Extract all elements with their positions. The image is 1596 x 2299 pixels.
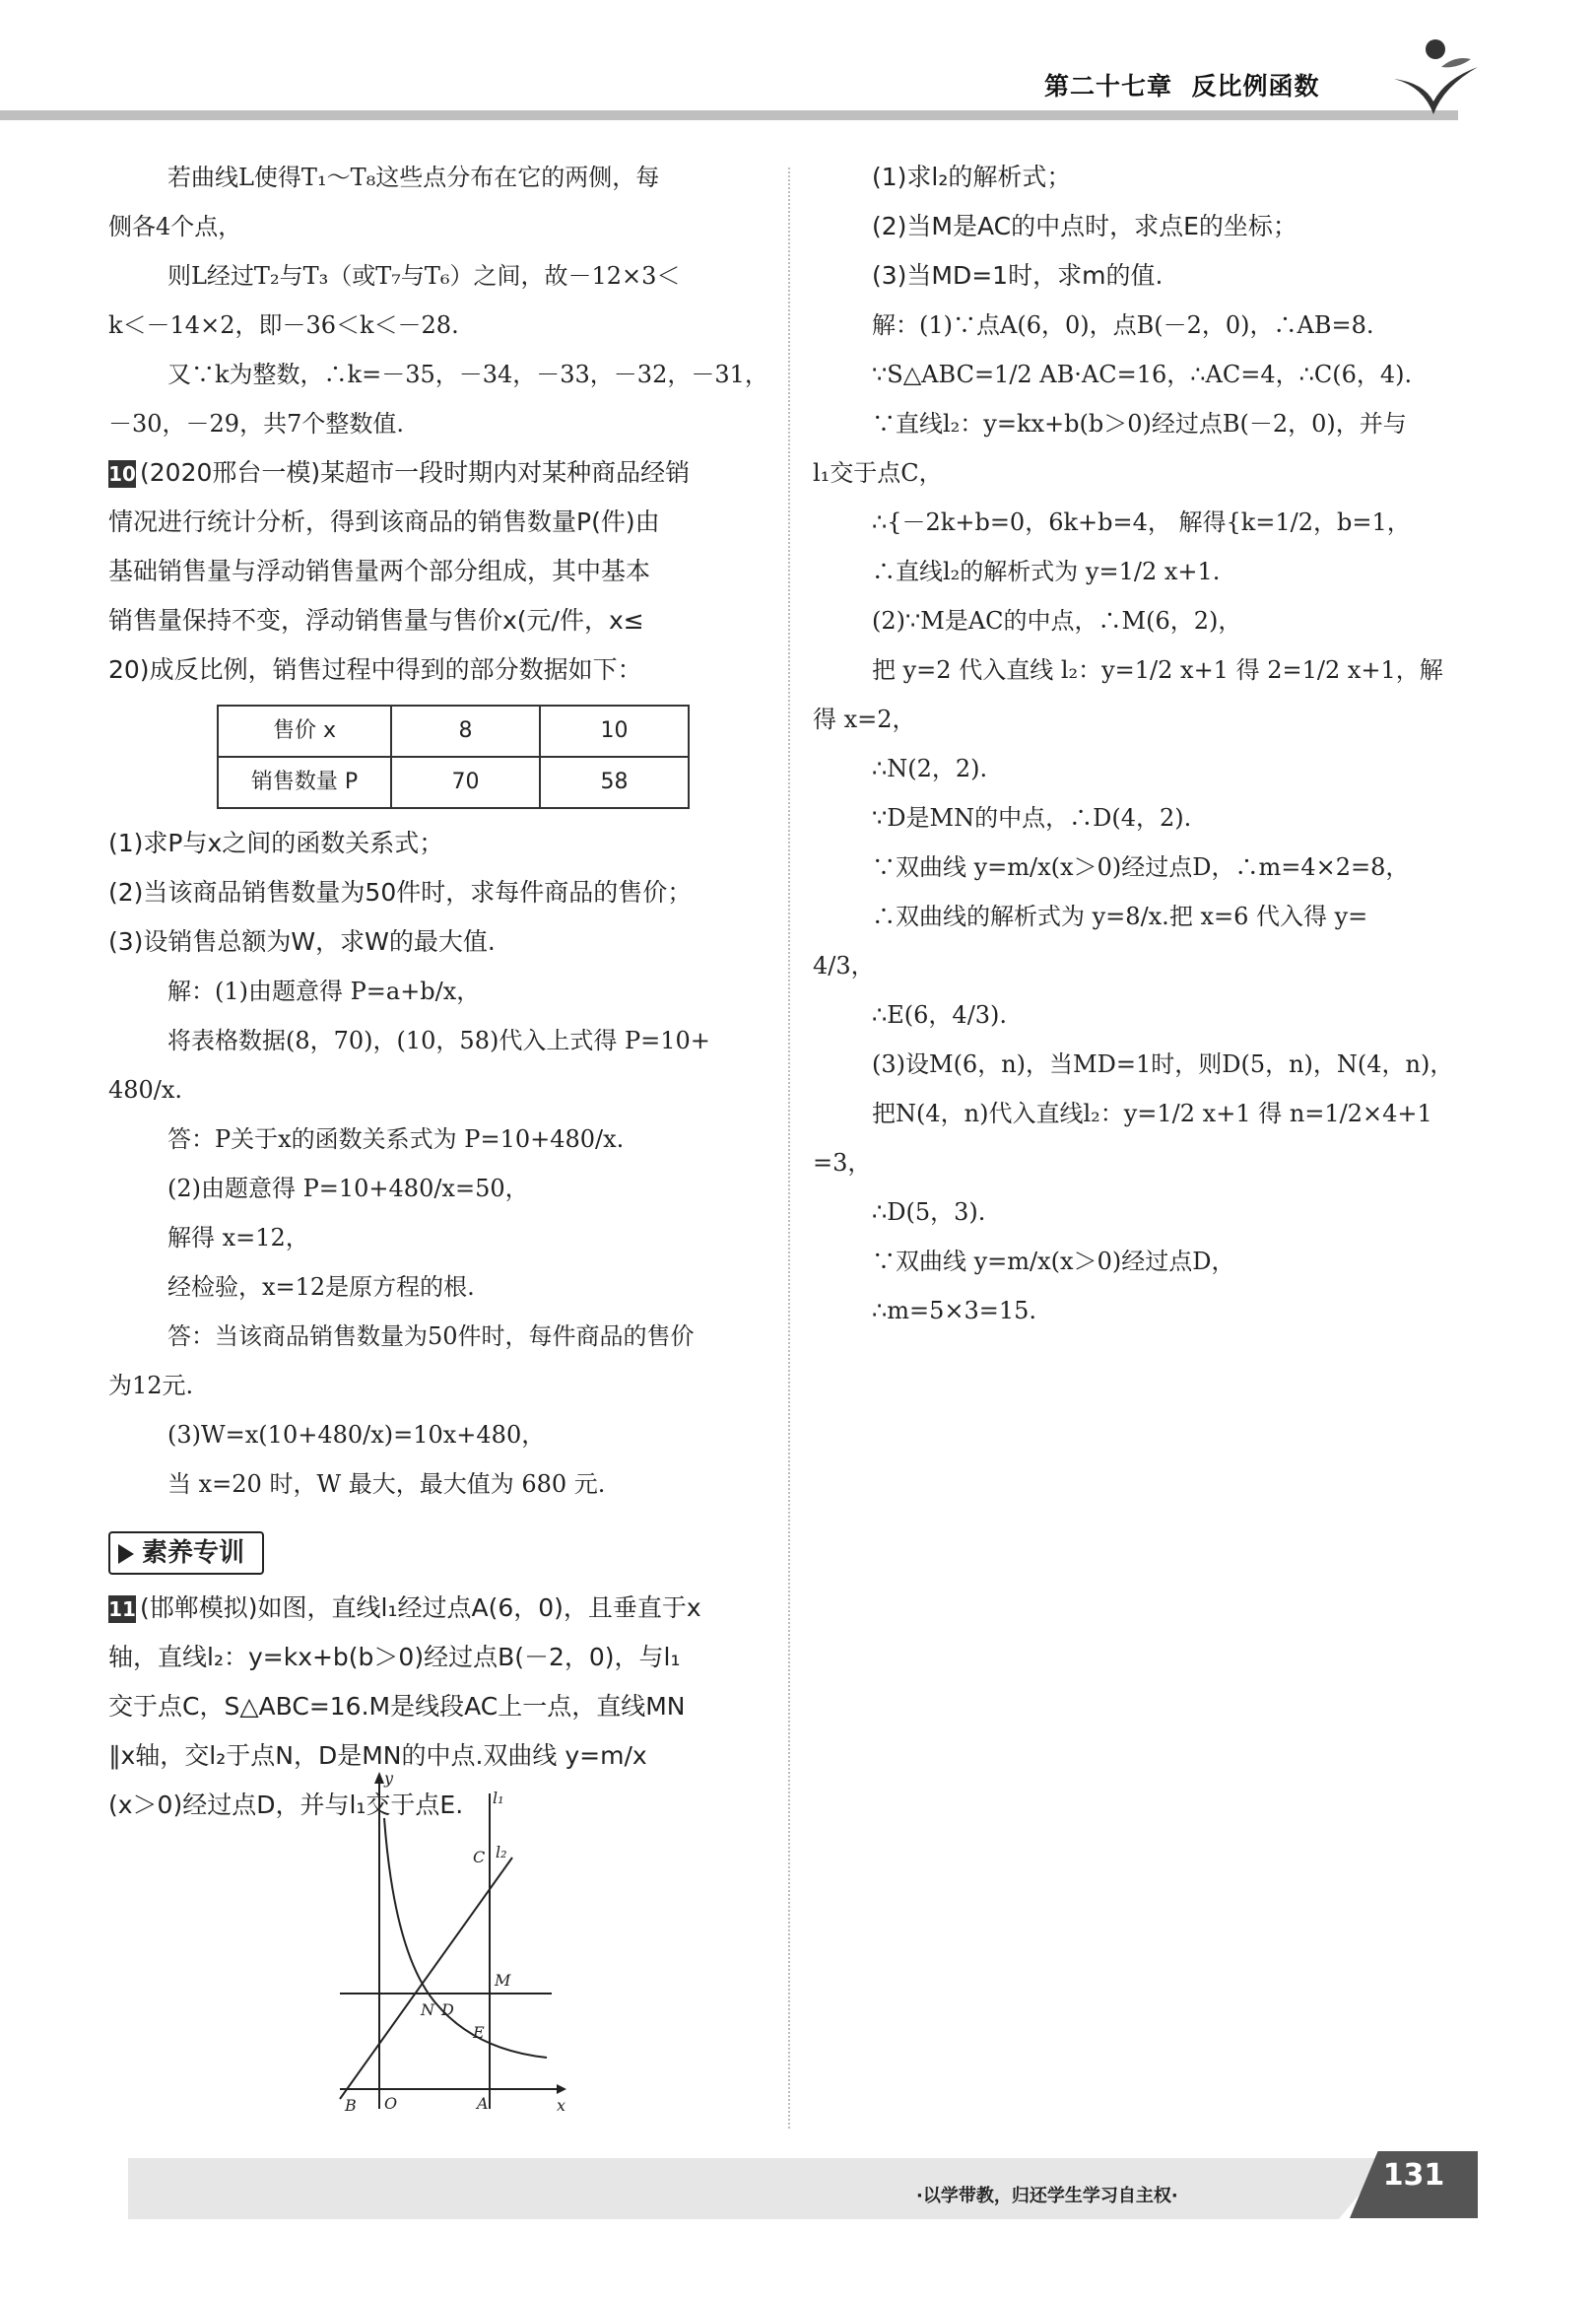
question-10-line: 基础销售量与浮动销售量两个部分组成，其中基本 — [108, 557, 651, 585]
solution-line: ∵S△ABC=1/2 AB·AC=16，∴AC=4，∴C(6，4). — [872, 361, 1413, 388]
l2-label: l₂ — [496, 1843, 507, 1861]
solution-line: ∴m=5×3=15. — [872, 1297, 1037, 1324]
table-cell: 70 — [391, 757, 540, 808]
question-10-line: 20)成反比例，销售过程中得到的部分数据如下： — [108, 655, 642, 684]
solution-line: 解：(1)由题意得 P=a+b/x， — [167, 978, 481, 1005]
point-m-label: M — [495, 1971, 511, 1990]
table-row — [218, 706, 689, 757]
section-title: 素养专训 — [142, 1538, 245, 1568]
solution-line: 答：当该商品销售数量为50件时，每件商品的售价 — [167, 1322, 695, 1350]
x-axis-label: x — [557, 2096, 566, 2114]
solution-line: 480/x. — [108, 1076, 183, 1104]
question-10-line: 情况进行统计分析，得到该商品的销售数量P(件)由 — [108, 507, 660, 536]
intro-line: 侧各4个点， — [108, 213, 242, 240]
section-label-box — [108, 1531, 264, 1575]
y-axis-label: y — [384, 1769, 394, 1788]
question-part: (3)当MD=1时，求m的值. — [872, 261, 1164, 290]
question-11-line: ∥x轴，交l₂于点N，D是MN的中点.双曲线 y=m/x — [108, 1741, 647, 1770]
column-divider — [788, 168, 790, 2129]
solution-line: ∴{－2k+b=0，6k+b=4， 解得{k=1/2，b=1， — [872, 508, 1411, 536]
price-quantity-table — [217, 705, 690, 809]
question-11-line: 轴，直线l₂：y=kx+b(b＞0)经过点B(－2，0)，与l₁ — [108, 1643, 681, 1671]
solution-line: 为12元. — [108, 1372, 194, 1399]
solution-line: 得 x=2， — [813, 706, 916, 733]
solution-line: ∴双曲线的解析式为 y=8/x.把 x=6 代入得 y= — [872, 903, 1368, 930]
solution-line: ∴E(6，4/3). — [872, 1001, 1008, 1029]
question-number: 10 — [108, 462, 136, 486]
point-n-label: N — [421, 2000, 434, 2019]
solution-line: ∵直线l₂：y=kx+b(b＞0)经过点B(－2，0)，并与 — [872, 410, 1407, 438]
question-11-line: 11 (邯郸模拟)如图，直线l₁经过点A(6，0)，且垂直于x — [108, 1593, 701, 1622]
solution-line: ∴N(2，2). — [872, 755, 988, 782]
origin-label: O — [384, 2094, 398, 2113]
intro-line: －30，－29，共7个整数值. — [108, 410, 404, 438]
left-column — [108, 153, 768, 1830]
intro-line: 又∵k为整数，∴k=－35，－34，－33，－32，－31， — [167, 361, 768, 388]
solution-line: l₁交于点C， — [813, 459, 943, 487]
solution-line: =3， — [813, 1149, 872, 1177]
table-cell: 售价 x — [218, 706, 391, 757]
question-part: (3)设销售总额为W，求W的最大值. — [108, 927, 496, 956]
question-11-line: 交于点C，S△ABC=16.M是线段AC上一点，直线MN — [108, 1692, 686, 1721]
question-10-line: 10 (2020邢台一模)某超市一段时期内对某种商品经销 — [108, 458, 691, 487]
solution-line: 答：P关于x的函数关系式为 P=10+480/x. — [167, 1125, 625, 1153]
right-column — [813, 153, 1463, 1335]
table-cell: 销售数量 P — [218, 757, 391, 808]
solution-line: ∵双曲线 y=m/x(x＞0)经过点D， — [872, 1248, 1235, 1275]
solution-line: 解：(1)∵点A(6，0)，点B(－2，0)，∴AB=8. — [872, 311, 1374, 339]
solution-line: 经检验，x=12是原方程的根. — [167, 1273, 475, 1301]
table-row — [218, 757, 689, 808]
question-11-line: (x＞0)经过点D，并与l₁交于点E. — [108, 1791, 464, 1819]
question-part: (2)当该商品销售数量为50件时，求每件商品的售价； — [108, 878, 693, 907]
intro-line: 若曲线L使得T₁～T₈这些点分布在它的两侧，每 — [167, 164, 660, 191]
footer-motto: ·以学带教，归还学生学习自主权· — [916, 2186, 1178, 2206]
question-10-line: 销售量保持不变，浮动销售量与售价x(元/件，x≤ — [108, 606, 644, 635]
solution-line: (2)∵M是AC的中点，∴M(6，2)， — [872, 607, 1242, 635]
page-number: 131 — [1382, 2158, 1445, 2193]
chapter-header — [1044, 67, 1319, 102]
solution-line: ∴直线l₂的解析式为 y=1/2 x+1. — [872, 558, 1221, 585]
solution-line: ∵双曲线 y=m/x(x＞0)经过点D，∴m=4×2=8， — [872, 853, 1410, 881]
solution-line: (3)W=x(10+480/x)=10x+480， — [167, 1421, 546, 1449]
question-number: 11 — [108, 1597, 136, 1621]
header-bar — [0, 110, 1458, 120]
l1-label: l₁ — [493, 1789, 504, 1807]
question-part: (2)当M是AC的中点时，求点E的坐标； — [872, 212, 1297, 240]
solution-line: 解得 x=12， — [167, 1224, 309, 1251]
intro-line: 则L经过T₂与T₃（或T₇与T₆）之间，故－12×3＜ — [167, 262, 681, 290]
table-cell: 58 — [540, 757, 689, 808]
solution-line: 将表格数据(8，70)，(10，58)代入上式得 P=10+ — [167, 1027, 710, 1054]
table-cell: 10 — [540, 706, 689, 757]
reader-logo-icon — [1384, 28, 1483, 126]
solution-line: 把N(4，n)代入直线l₂：y=1/2 x+1 得 n=1/2×4+1 — [872, 1100, 1432, 1127]
solution-line: ∵D是MN的中点，∴D(4，2). — [872, 804, 1192, 832]
footer-bar — [128, 2158, 1389, 2219]
coordinate-figure — [335, 1764, 571, 2114]
table-cell: 8 — [391, 706, 540, 757]
solution-line: 把 y=2 代入直线 l₂：y=1/2 x+1 得 2=1/2 x+1，解 — [872, 656, 1443, 684]
solution-line: (2)由题意得 P=10+480/x=50， — [167, 1175, 529, 1202]
point-b-label: B — [345, 2096, 357, 2114]
section-heading — [108, 1528, 764, 1574]
point-c-label: C — [473, 1848, 486, 1866]
point-d-label: D — [441, 2000, 454, 2019]
chapter-number: 第二十七章 — [1044, 72, 1173, 101]
chapter-title: 反比例函数 — [1191, 72, 1320, 101]
question-part: (1)求P与x之间的函数关系式； — [108, 829, 444, 857]
solution-line: 当 x=20 时，W 最大，最大值为 680 元. — [167, 1470, 606, 1498]
arrow-icon — [118, 1544, 134, 1564]
solution-line: 4/3， — [813, 952, 875, 980]
question-part: (1)求l₂的解析式； — [872, 163, 1072, 191]
point-a-label: A — [477, 2094, 489, 2113]
point-e-label: E — [473, 2023, 485, 2042]
solution-line: (3)设M(6，n)，当MD=1时，则D(5，n)，N(4，n)， — [872, 1050, 1454, 1078]
intro-line: k＜－14×2，即－36＜k＜－28. — [108, 311, 459, 339]
solution-line: ∴D(5，3). — [872, 1198, 986, 1226]
